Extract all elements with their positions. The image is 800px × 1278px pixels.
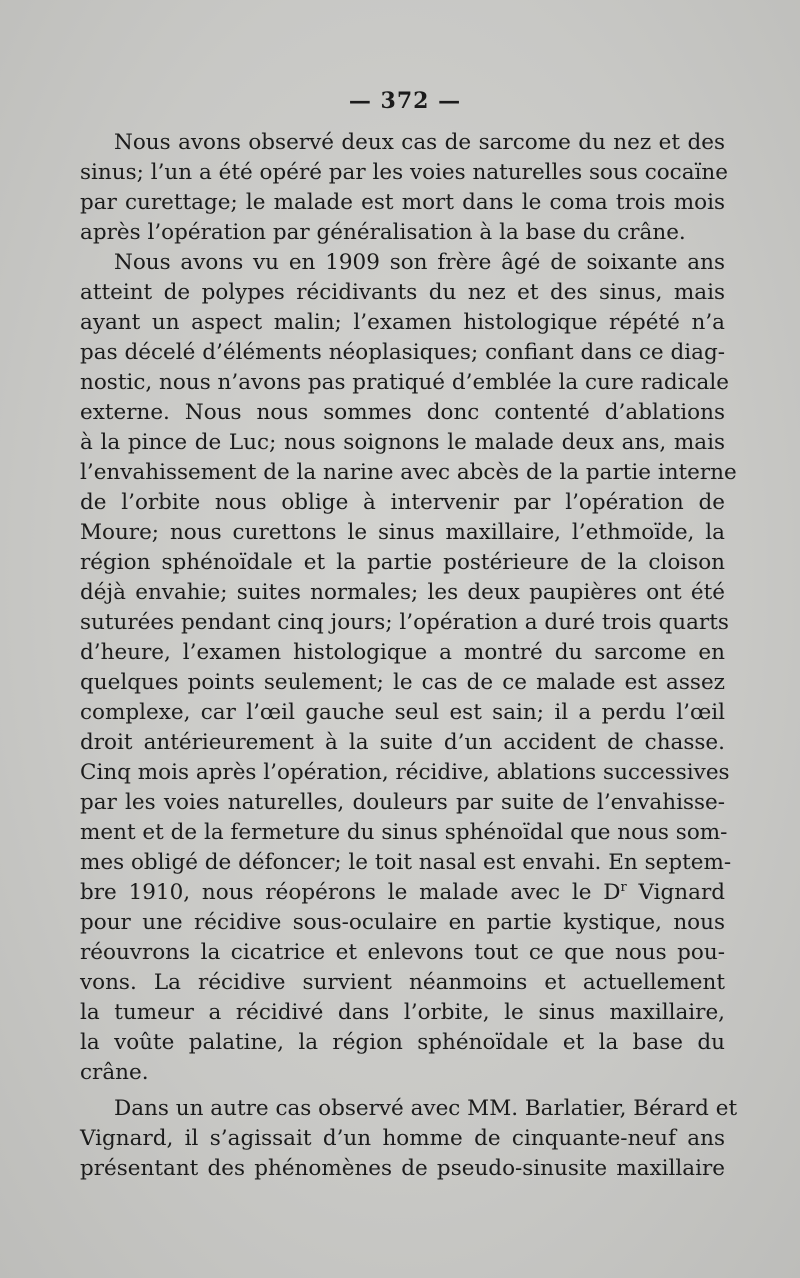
text-line: l’envahissement de la narine avec abcès de la partie interne: [80, 460, 737, 485]
text-line: complexe, car l’œil gauche seul est sain; il a perdu l’œil: [80, 700, 725, 725]
text-line: sinus; l’un a été opéré par les voies naturelles sous cocaïne: [80, 160, 728, 185]
text-line: Vignard, il s’agissait d’un homme de cinquante-neuf ans: [80, 1126, 725, 1151]
text-line: Dans un autre cas observé avec MM. Barlatier, Bérard et: [114, 1096, 738, 1121]
text-line: suturées pendant cinq jours; l’opération a duré trois quarts: [80, 610, 729, 635]
paragraph-3: [80, 1094, 738, 1184]
paragraph-1: [80, 128, 728, 248]
text-line: droit antérieurement à la suite d’un accident de chasse.: [80, 730, 725, 755]
page-number: — 372 —: [348, 88, 462, 114]
text-line: Cinq mois après l’opération, récidive, ablations successives: [80, 760, 730, 785]
text-line: présentant des phénomènes de pseudo-sinusite maxillaire: [80, 1156, 725, 1181]
text-line: crâne.: [80, 1060, 149, 1085]
text-line: Moure; nous curettons le sinus maxillaire, l’ethmoïde, la: [80, 520, 725, 545]
text-line: à la pince de Luc; nous soignons le malade deux ans, mais: [80, 430, 725, 455]
text-line: externe. Nous nous sommes donc contenté d’ablations: [80, 400, 725, 425]
text-line: réouvrons la cicatrice et enlevons tout ce que nous pou-: [80, 940, 725, 965]
text-line: la tumeur a récidivé dans l’orbite, le sinus maxillaire,: [80, 1000, 725, 1025]
text-line: de l’orbite nous oblige à intervenir par l’opération de: [80, 490, 725, 515]
text-line: Nous avons observé deux cas de sarcome du nez et des: [114, 130, 725, 155]
doctor-name: Vignard: [626, 880, 725, 905]
text-line: la voûte palatine, la région sphénoïdale et la base du: [80, 1030, 725, 1055]
text-line: nostic, nous n’avons pas pratiqué d’emblée la cure radicale: [80, 370, 729, 395]
text-line: après l’opération par généralisation à la base du crâne.: [80, 220, 686, 245]
body-text: [80, 128, 738, 1184]
doctor-superscript: r: [620, 879, 627, 895]
text-line: d’heure, l’examen histologique a montré du sarcome en: [80, 640, 725, 665]
text-line: déjà envahie; suites normales; les deux paupières ont été: [80, 580, 725, 605]
text-line: pas décelé d’éléments néoplasiques; confiant dans ce diag-: [80, 340, 725, 365]
text-line: vons. La récidive survient néanmoins et actuellement: [80, 970, 725, 995]
text-line: Nous avons vu en 1909 son frère âgé de soixante ans: [114, 250, 725, 275]
text-line: par les voies naturelles, douleurs par suite de l’envahisse-: [80, 790, 725, 815]
text-line: par curettage; le malade est mort dans le coma trois mois: [80, 190, 725, 215]
text-line: région sphénoïdale et la partie postérieure de la cloison: [80, 550, 725, 575]
text-line: ment et de la fermeture du sinus sphénoïdal que nous som-: [80, 820, 728, 845]
text-line: mes obligé de défoncer; le toit nasal est envahi. En septem-: [80, 850, 732, 875]
text-line: atteint de polypes récidivants du nez et des sinus, mais: [80, 280, 725, 305]
text-line: pour une récidive sous-oculaire en partie kystique, nous: [80, 910, 725, 935]
text-line: ayant un aspect malin; l’examen histologique répété n’a: [80, 310, 725, 335]
text-line-doctor: [80, 878, 725, 908]
doctor-line-text: bre 1910, nous réopérons le malade avec le D: [80, 880, 621, 905]
paragraph-2: [80, 248, 737, 1088]
text-line: quelques points seulement; le cas de ce malade est assez: [80, 670, 725, 695]
